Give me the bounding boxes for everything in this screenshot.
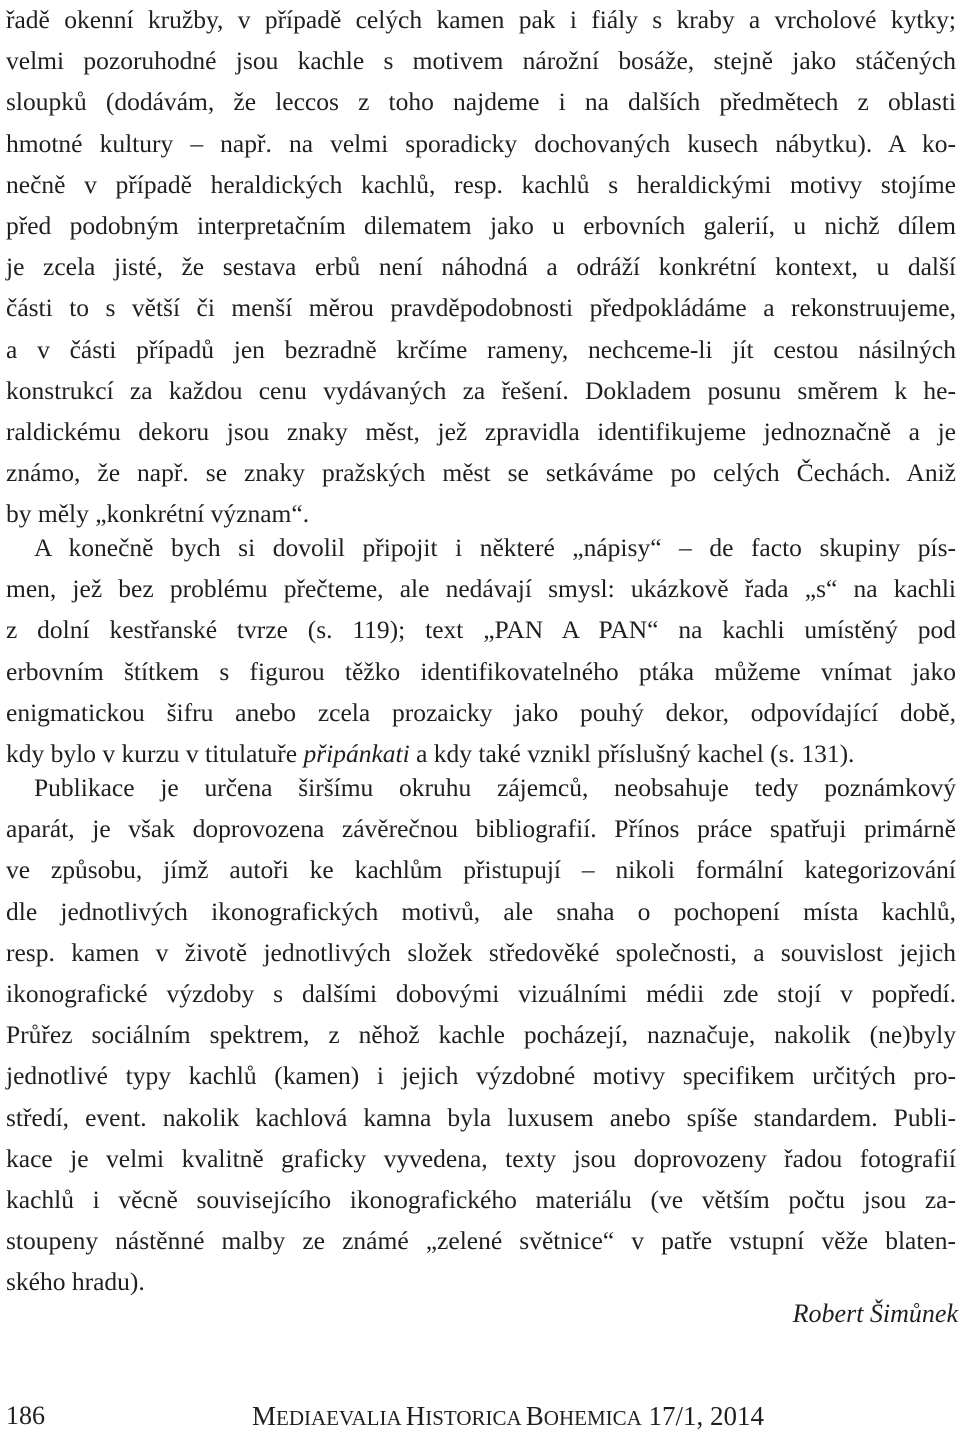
text-line <box>6 1262 145 1302</box>
journal-title-part: ISTORICA <box>425 1406 526 1430</box>
text-segment: středí, event. nakolik kachlová kamna byla luxusem anebo spíše standardem. Publi- <box>6 1102 956 1132</box>
text-line <box>6 82 956 122</box>
text-segment: je zcela jisté, že sestava erbů není náhodná a odráží konkrétní kontext, u další <box>6 252 956 282</box>
text-line <box>6 610 956 650</box>
text-line <box>6 1015 956 1055</box>
text-line <box>6 1139 956 1179</box>
text-segment: men, jež bez problému přečteme, ale nedávají smysl: ukázkově řada „s“ na kachli <box>6 574 956 604</box>
text-line <box>6 933 956 973</box>
text-line <box>34 768 956 808</box>
text-line <box>6 453 956 493</box>
text-line <box>6 330 956 370</box>
text-segment: velmi pozoruhodné jsou kachle s motivem nárožní bosáže, stejně jako stáčených <box>6 46 956 76</box>
text-segment: ského hradu). <box>6 1267 145 1297</box>
page-footer <box>6 1396 960 1436</box>
text-segment: Publikace je určena širšímu okruhu zájemců, neobsahuje tedy poznámkový <box>34 773 956 802</box>
text-segment: ikonografické výzdoby s dalšími dobovými vizuálními médii zde stojí v popředí. <box>6 979 956 1008</box>
text-segment: aparát, je však doprovozena závěrečnou bibliografií. Přínos práce spatřuji primárně <box>6 814 956 844</box>
text-line <box>34 528 956 568</box>
text-line <box>6 288 956 328</box>
italic-term: připánkati <box>303 739 410 768</box>
text-line <box>6 892 956 932</box>
text-line <box>6 1180 956 1220</box>
page-number: 186 <box>6 1401 45 1430</box>
text-segment: části to s větší či menší měrou pravděpodobnosti předpokládáme a rekonstruujeme, <box>6 293 956 323</box>
text-segment: raldickému dekoru jsou znaky měst, jež zpravidla identifikujeme jednoznačně a je <box>6 417 956 446</box>
text-segment: erbovním štítkem s figurou těžko identifikovatelného ptáka můžeme vnímat jako <box>6 656 956 686</box>
journal-title-part: EDIAEVALIA <box>276 1406 406 1430</box>
text-segment: hmotné kultury – např. na velmi sporadicky dochovaných kusech nábytku). A ko- <box>6 128 956 158</box>
text-line <box>6 693 956 733</box>
text-line <box>6 1098 956 1138</box>
text-line <box>6 247 956 287</box>
text-line <box>6 1221 956 1261</box>
text-segment: jednotlivé typy kachlů (kamen) i jejich výzdobné motivy specifikem určitých pro- <box>6 1061 956 1091</box>
text-segment: z dolní kestřanské tvrze (s. 119); text „PAN A PAN“ na kachli umístěný pod <box>6 615 956 645</box>
text-line <box>6 412 956 452</box>
text-segment: Průřez sociálním spektrem, z něhož kachle pocházejí, naznačuje, nakolik (ne)byly <box>6 1020 956 1050</box>
text-segment: známo, že např. se znaky pražských měst se setkáváme po celých Čechách. Aniž <box>6 458 956 488</box>
journal-issue: 17/1, 2014 <box>641 1401 765 1431</box>
text-segment: kace je velmi kvalitně graficky vyvedena, texty jsou doprovozeny řadou fotografií <box>6 1143 956 1173</box>
text-line <box>6 1056 956 1096</box>
text-line <box>6 0 956 40</box>
text-segment: A konečně bych si dovolil připojit i některé „nápisy“ – de facto skupiny pís- <box>34 533 956 562</box>
text-line <box>6 652 956 692</box>
text-line <box>6 850 956 890</box>
text-segment: stoupeny nástěnné malby ze známé „zelené světnice“ v patře vstupní věže blaten- <box>6 1226 956 1256</box>
text-segment: by měly „konkrétní význam“. <box>6 499 310 529</box>
text-line <box>6 569 956 609</box>
text-line <box>6 41 956 81</box>
journal-title-part: OHEMICA <box>543 1406 642 1430</box>
text-segment: řadě okenní kružby, v případě celých kamen pak i fiály s kraby a vrcholové kytky; <box>6 5 956 34</box>
text-segment: ve způsobu, jímž autoři ke kachlům přistupují – nikoli formální kategorizování <box>6 855 956 885</box>
text-segment: nečně v případě heraldických kachlů, resp. kachlů s heraldickými motivy stojíme <box>6 169 956 199</box>
text-segment: resp. kamen v životě jednotlivých složek středověké společnosti, a souvislost jejich <box>6 937 956 967</box>
text-segment: konstrukcí za každou cenu vydávaných za řešení. Dokladem posunu směrem k he- <box>6 375 956 405</box>
journal-title-part: B <box>525 1401 544 1431</box>
author-signature: Robert Šimůnek <box>792 1299 958 1328</box>
text-segment: před podobným interpretačním dilematem jako u erbovních galerií, u nichž dílem <box>6 211 956 240</box>
text-segment: kdy bylo v kurzu v titulatuře <box>6 739 304 768</box>
text-segment: enigmatickou šifru anebo zcela prozaicky jako pouhý dekor, odpovídající době, <box>6 697 956 727</box>
text-segment: a kdy také vznikl příslušný kachel (s. 131). <box>409 739 855 768</box>
text-segment: a v části případů jen bezradně krčíme rameny, nechceme-li jít cestou násilných <box>6 334 956 364</box>
journal-title-part: M <box>252 1401 277 1431</box>
text-segment: kachlů i věcně souvisejícího ikonografického materiálu (ve větším počtu jsou za- <box>6 1185 956 1214</box>
text-line <box>6 206 956 246</box>
text-line <box>6 165 956 205</box>
text-line <box>6 974 956 1014</box>
journal-title-part: H <box>405 1401 426 1431</box>
text-segment: dle jednotlivých ikonografických motivů, ale snaha o pochopení místa kachlů, <box>6 896 956 926</box>
text-line <box>6 124 956 164</box>
text-line <box>6 809 956 849</box>
text-line <box>6 371 956 411</box>
text-segment: sloupků (dodávám, že leccos z toho najdeme i na dalších předmětech z oblasti <box>6 87 956 117</box>
